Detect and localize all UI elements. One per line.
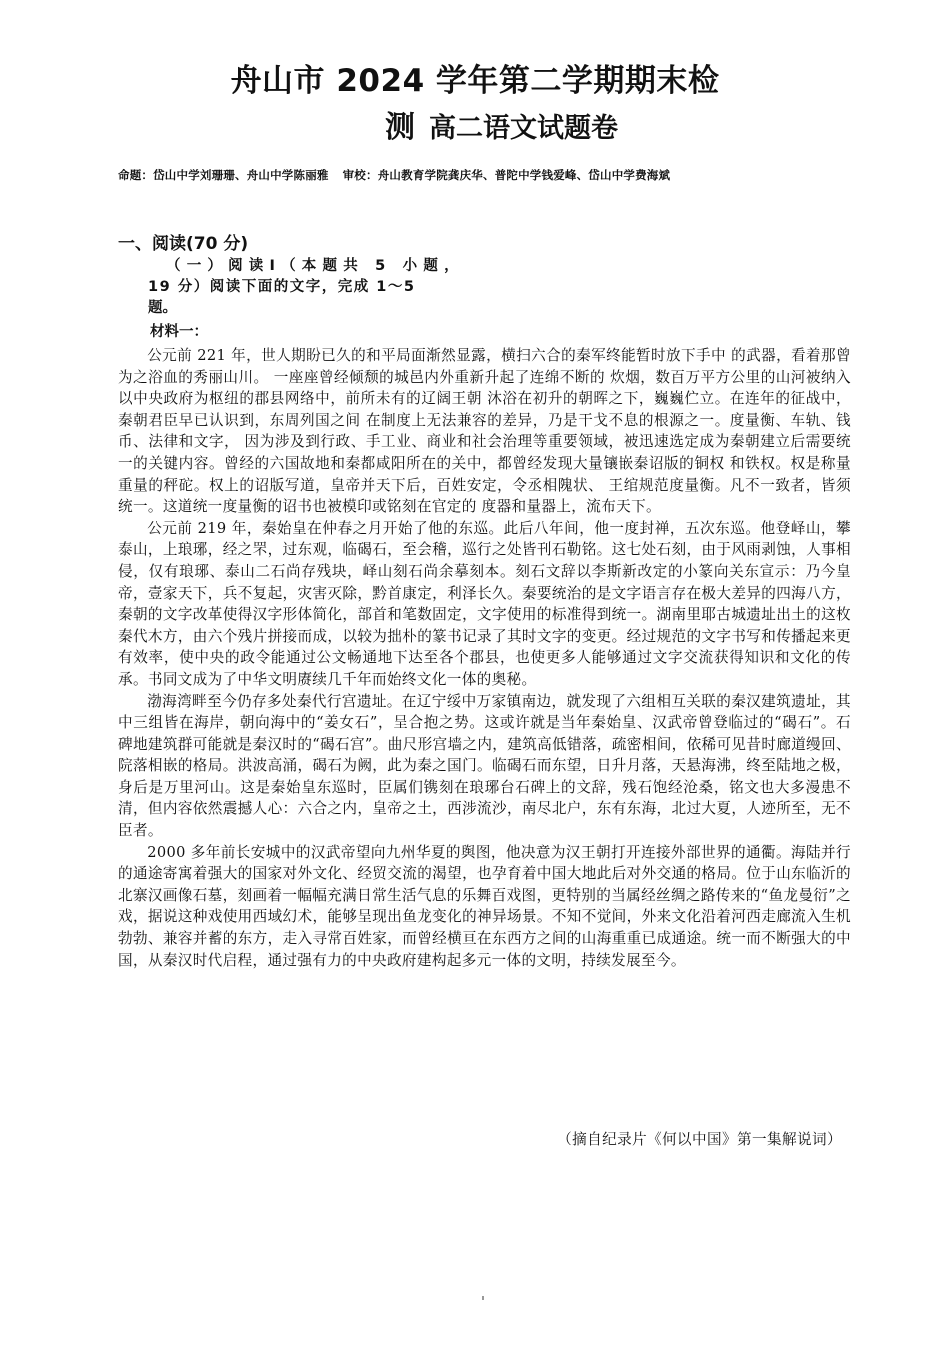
question-instructions-line3: 题。 — [148, 300, 177, 316]
byline-reviewers: 审校：舟山教育学院龚庆华、普陀中学钱爱峰、岱山中学费海斌 — [342, 168, 671, 182]
question-instructions — [148, 256, 488, 319]
question-instructions-line2: 19 分）阅读下面的文字，完成 1～5 — [148, 279, 416, 295]
exam-title-line2-part-b: 高二语文试题卷 — [429, 113, 618, 144]
section-heading: 一、阅读(70 分) — [118, 234, 249, 254]
byline — [118, 167, 858, 183]
passage-paragraph: 2000 多年前长安城中的汉武帝望向九州华夏的舆图，他决意为汉王朝打开连接外部世界的通衢。海陆并行的通途寄寓着强大的国家对外文化、经贸交流的渴望，也孕育着中国大地此后对外交通的格局。位于山东临沂的北寨汉画像石墓，刻画着一幅幅充满日常生活气息的乐舞百戏图，更特别的当属经丝绸之路传来的“鱼龙曼衍”之戏，据说这种戏使用西域幻术，能够呈现出鱼龙变化的神异场景。不知不觉间，外来文化沿着河西走廊流入生机勃勃、兼容并蓄的东方，走入寻常百姓家，而曾经横亘在东西方之间的山海重重已成通途。统一而不断强大的中国，从秦汉时代启程，通过强有力的中央政府建构起多元一体的文明，持续发展至今。 — [118, 843, 851, 969]
passage-paragraph: 公元前 219 年，秦始皇在仲春之月开始了他的东巡。此后八年间，他一度封禅，五次东巡。他登峄山，攀泰山，上琅琊，经之罘，过东观，临碣石，至会稽，巡行之处皆刊石勒铭。这七处石刻，由于风雨剥蚀，人事相侵，仅有琅琊、泰山二石尚存残块，峄山刻石尚余摹刻本。刻石文辞以李斯新改定的小篆向关东宣示：乃今皇帝，壹家天下，兵不复起，灾害灭除，黔首康定，利泽长久。秦要统治的是文字语言存在极大差异的四海八方，秦朝的文字改革使得汉字形体简化，部首和笔数固定，文字使用的标准得到统一。湖南里耶古城遗址出土的这枚秦代木方，由六个残片拼接而成，以较为拙朴的篆书记录了其时文字的变更。经过规范的文字书写和传播起来更有效率，使中央的政令能通过公文畅通地下达至各个郡县，也使更多人能够通过文字交流获得知识和文化的传承。书同文成为了中华文明赓续几千年而始终文化一体的奥秘。 — [118, 519, 851, 688]
exam-title-line1: 舟山市 2024 学年第二学期期末检 — [230, 63, 720, 99]
source-note: （摘自纪录片《何以中国》第一集解说词） — [557, 1131, 842, 1148]
passage-paragraph: 渤海湾畔至今仍存多处秦代行宫遗址。在辽宁绥中万家镇南边，就发现了六组相互关联的秦汉建筑遗址，其中三组皆在海岸，朝向海中的“姜女石”，呈合抱之势。这或许就是当年秦始皇、汉武帝曾登临过的“碣石”。石碑地建筑群可能就是秦汉时的“碣石宫”。曲尺形宫墙之内，建筑高低错落，疏密相间，依稀可见昔时廊道缦回、院落相嵌的格局。洪波高涌，碣石为阙，此为秦之国门。临碣石而东望，日升月落，天悬海沸，终至陆地之极，身后是万里河山。这是秦始皇东巡时，臣属们镌刻在琅琊台石碑上的文辞，残石饱经沧桑，铭文也大多漫患不清，但内容依然震撼人心：六合之内，皇帝之土，西涉流沙，南尽北户，东有东海，北过大夏，人迹所至，无不臣者。 — [118, 692, 851, 840]
byline-authors: 命题：岱山中学刘珊珊、舟山中学陈丽雅 — [118, 168, 329, 182]
passage-paragraph: 公元前 221 年，世人期盼已久的和平局面渐然显露，横扫六合的秦军终能暂时放下手中 的武器，看着那曾为之浴血的秀丽山川。 一座座曾经倾颓的城邑内外重新升起了连绵不断的 炊烟，数百万平方公里的山河被纳入以中央政府为枢纽的郡县网络中，前所未有的辽阔王朝 沐浴在初升的朝晖之下，巍巍伫立。在连年的征战中，秦朝君臣早已认识到，东周列国之间 在制度上无法兼容的差异，乃是干戈不息的根源之一。度量衡、车轨、钱币、法律和文字， 因为涉及到行政、手工业、商业和社会治理等重要领域，被迅速选定成为秦朝建立后需要统 一的关键内容。曾经的六国故地和秦都咸阳所在的关中，都曾经发现大量镶嵌秦诏版的铜权 和铁权。权是称量重量的秤砣。权上的诏版写道，皇帝并天下后，百姓安定，令丞相隗状、 王绾规范度量衡。凡不一致者，皆须统一。这道统一度量衡的诏书也被模印或铭刻在官定的 度器和量器上，流布天下。 — [118, 347, 851, 516]
exam-title-line2 — [385, 102, 618, 146]
exam-title-line2-part-a: 测 — [385, 110, 415, 145]
passage-body — [118, 345, 851, 971]
question-instructions-line1: （一）阅读Ⅰ（本题共 5 小题， — [166, 258, 465, 274]
material-label: 材料一： — [150, 324, 208, 340]
page-marker — [482, 1296, 484, 1300]
